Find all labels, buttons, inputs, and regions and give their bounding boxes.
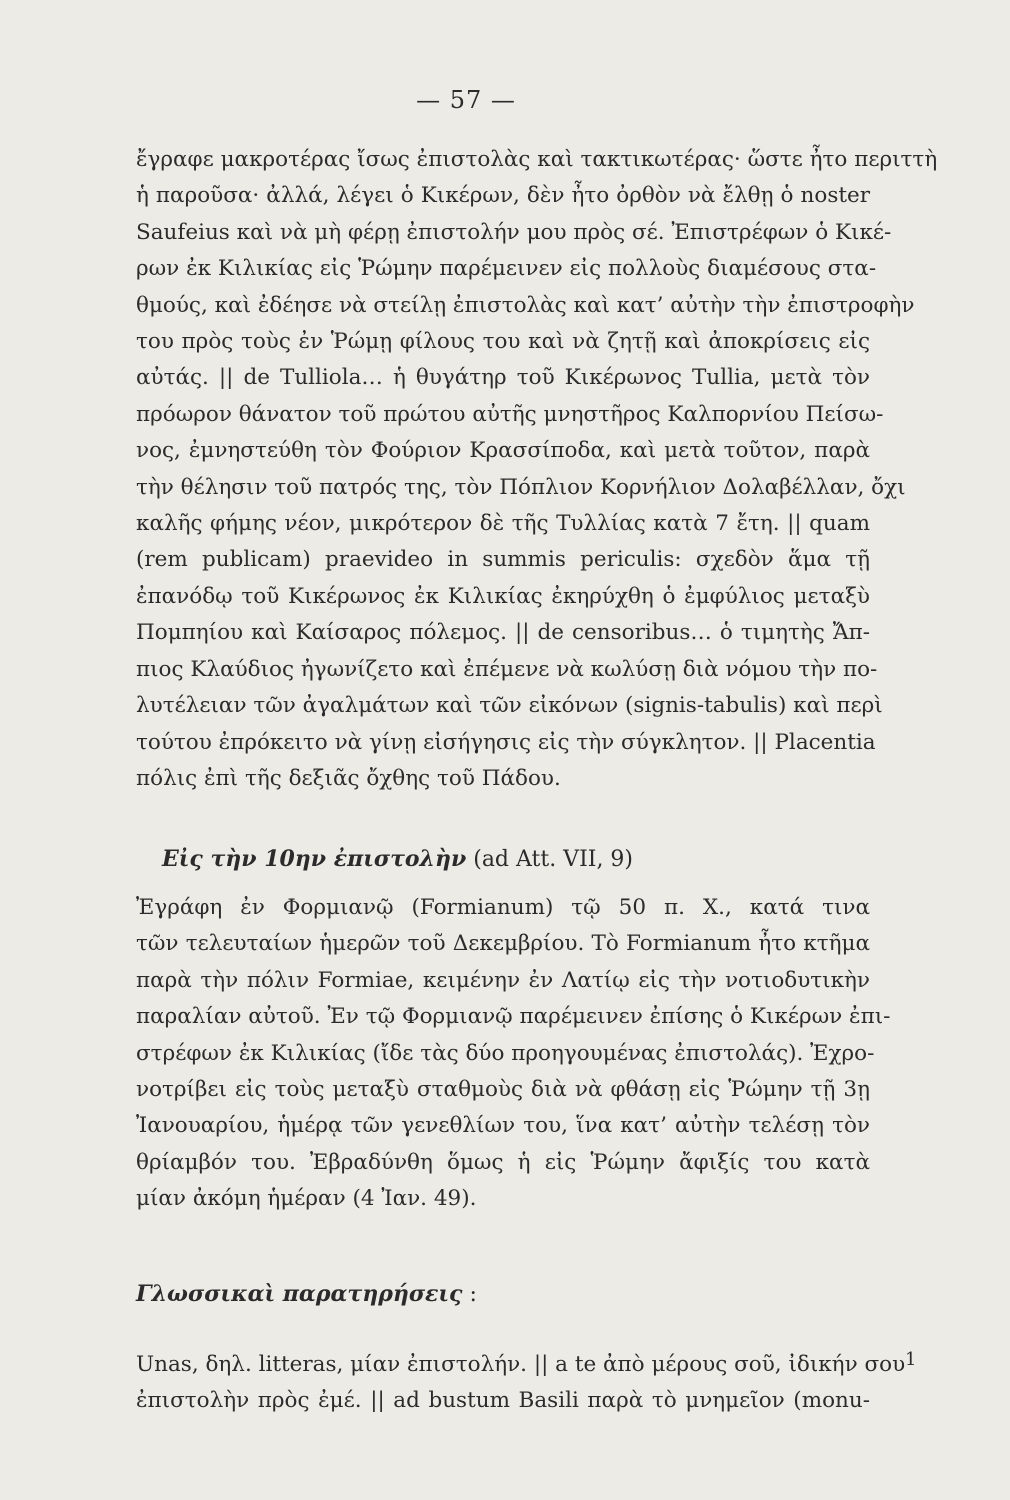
text-line: τὴν θέλησιν τοῦ πατρός της, τὸν Πόπλιον Κορνήλιον Δολαβέλλαν, ὄχι: [136, 474, 906, 500]
text-line: στρέφων ἐκ Κιλικίας (ἴδε τὰς δύο προηγουμένας ἐπιστολάς). Ἐχρο-: [136, 1040, 875, 1066]
text-line: ἐπανόδῳ τοῦ Κικέρωνος ἐκ Κιλικίας ἐκηρύχθη ὁ ἐμφύλιος μεταξὺ: [136, 583, 870, 609]
text-line: Ἐγράφη ἐν Φορμιανῷ (Formianum) τῷ 50 π. Χ., κατά τινα: [136, 895, 870, 920]
text-line: παρὰ τὴν πόλιν Formiae, κειμένην ἐν Λατίῳ εἰς τὴν νοτιοδυτικὴν: [136, 967, 870, 993]
text-line: θμούς, καὶ ἐδέησε νὰ στείλῃ ἐπιστολὰς καὶ κατ’ αὐτὴν τὴν ἐπιστροφὴν: [136, 292, 915, 318]
heading-reference: (ad Att. VII, 9): [473, 847, 634, 872]
commentary-paragraph-3: [136, 1347, 906, 1420]
section-heading-linguistic-notes: [136, 1281, 477, 1307]
heading-greek: Γλωσσικαὶ παρατηρήσεις: [136, 1281, 463, 1307]
text-line: Ἰανουαρίου, ἡμέρᾳ τῶν γενεθλίων του, ἵνα κατ’ αὐτὴν τελέσῃ τὸν: [136, 1113, 870, 1139]
text-line: ἡ παροῦσα· ἀλλά, λέγει ὁ Κικέρων, δὲν ἦτο ὀρθὸν νὰ ἔλθῃ ὁ noster: [136, 183, 870, 209]
text-line: πόλις ἐπὶ τῆς δεξιᾶς ὄχθης τοῦ Πάδου.: [136, 765, 561, 791]
text-line: λυτέλειαν τῶν ἀγαλμάτων καὶ τῶν εἰκόνων (signis-tabulis) καὶ περὶ: [136, 693, 883, 719]
text-line: του πρὸς τοὺς ἐν Ῥώμῃ φίλους του καὶ νὰ ζητῇ καὶ ἀποκρίσεις εἰς: [136, 329, 870, 355]
text-line: Saufeius καὶ νὰ μὴ φέρῃ ἐπιστολήν μου πρὸς σέ. Ἐπιστρέφων ὁ Κικέ-: [136, 219, 892, 245]
text-line: νος, ἐμνηστεύθη τὸν Φούριον Κρασσίποδα, καὶ μετὰ τοῦτον, παρὰ: [136, 438, 870, 464]
text-line: Unas, δηλ. litteras, μίαν ἐπιστολήν. || a te ἀπὸ μέρους σοῦ, ἰδικήν σου: [136, 1352, 906, 1377]
text-line: Πομπηίου καὶ Καίσαρος πόλεμος. || de censoribus… ὁ τιμητὴς Ἄπ-: [136, 620, 870, 646]
text-line: αὐτάς. || de Tulliola… ἡ θυγάτηρ τοῦ Κικέρωνος Tullia, μετὰ τὸν: [136, 365, 870, 391]
margin-line-marker: 1: [905, 1349, 917, 1370]
text-line: καλῆς φήμης νέον, μικρότερον δὲ τῆς Τυλλίας κατὰ 7 ἔτη. || quam: [136, 511, 870, 537]
text-line: παραλίαν αὐτοῦ. Ἐν τῷ Φορμιανῷ παρέμεινεν ἐπίσης ὁ Κικέρων ἐπι-: [136, 1004, 891, 1030]
text-line: πιος Κλαύδιος ἠγωνίζετο καὶ ἐπέμενε νὰ κωλύσῃ διὰ νόμου τὴν πο-: [136, 656, 878, 682]
text-line: τῶν τελευταίων ἡμερῶν τοῦ Δεκεμβρίου. Τὸ Formianum ἦτο κτῆμα: [136, 931, 870, 957]
text-line: μίαν ἀκόμη ἡμέραν (4 Ἰαν. 49).: [136, 1186, 477, 1212]
section-heading-letter-10: [162, 846, 633, 872]
text-line: πρόωρον θάνατον τοῦ πρώτου αὐτῆς μνηστῆρος Καλπορνίου Πείσω-: [136, 401, 884, 427]
text-line: ρων ἐκ Κιλικίας εἰς Ῥώμην παρέμεινεν εἰς πολλοὺς διαμέσους στα-: [136, 256, 877, 282]
text-line: θρίαμβόν του. Ἐβραδύνθη ὅμως ἡ εἰς Ῥώμην ἄφιξίς του κατὰ: [136, 1149, 870, 1175]
heading-greek: Εἰς τὴν 10ην ἐπιστολὴν: [162, 846, 467, 872]
heading-colon: :: [469, 1282, 477, 1307]
page-number: — 57 —: [416, 86, 516, 114]
text-line: (rem publicam) praevideo in summis periculis: σχεδὸν ἅμα τῇ: [136, 547, 870, 573]
text-line: τούτου ἐπρόκειτο νὰ γίνῃ εἰσήγησις εἰς τὴν σύγκλητον. || Placentia: [136, 729, 876, 755]
commentary-paragraph-2: [136, 890, 891, 1218]
text-line: νοτρίβει εἰς τοὺς μεταξὺ σταθμοὺς διὰ νὰ φθάσῃ εἰς Ῥώμην τῇ 3ῃ: [136, 1077, 870, 1103]
commentary-paragraph-1: [136, 142, 938, 797]
text-line: ἔγραφε μακροτέρας ἴσως ἐπιστολὰς καὶ τακτικωτέρας· ὥστε ἦτο περιττὴ: [136, 147, 938, 172]
text-line: ἐπιστολὴν πρὸς ἐμέ. || ad bustum Basili παρὰ τὸ μνημεῖον (monu-: [136, 1388, 870, 1414]
